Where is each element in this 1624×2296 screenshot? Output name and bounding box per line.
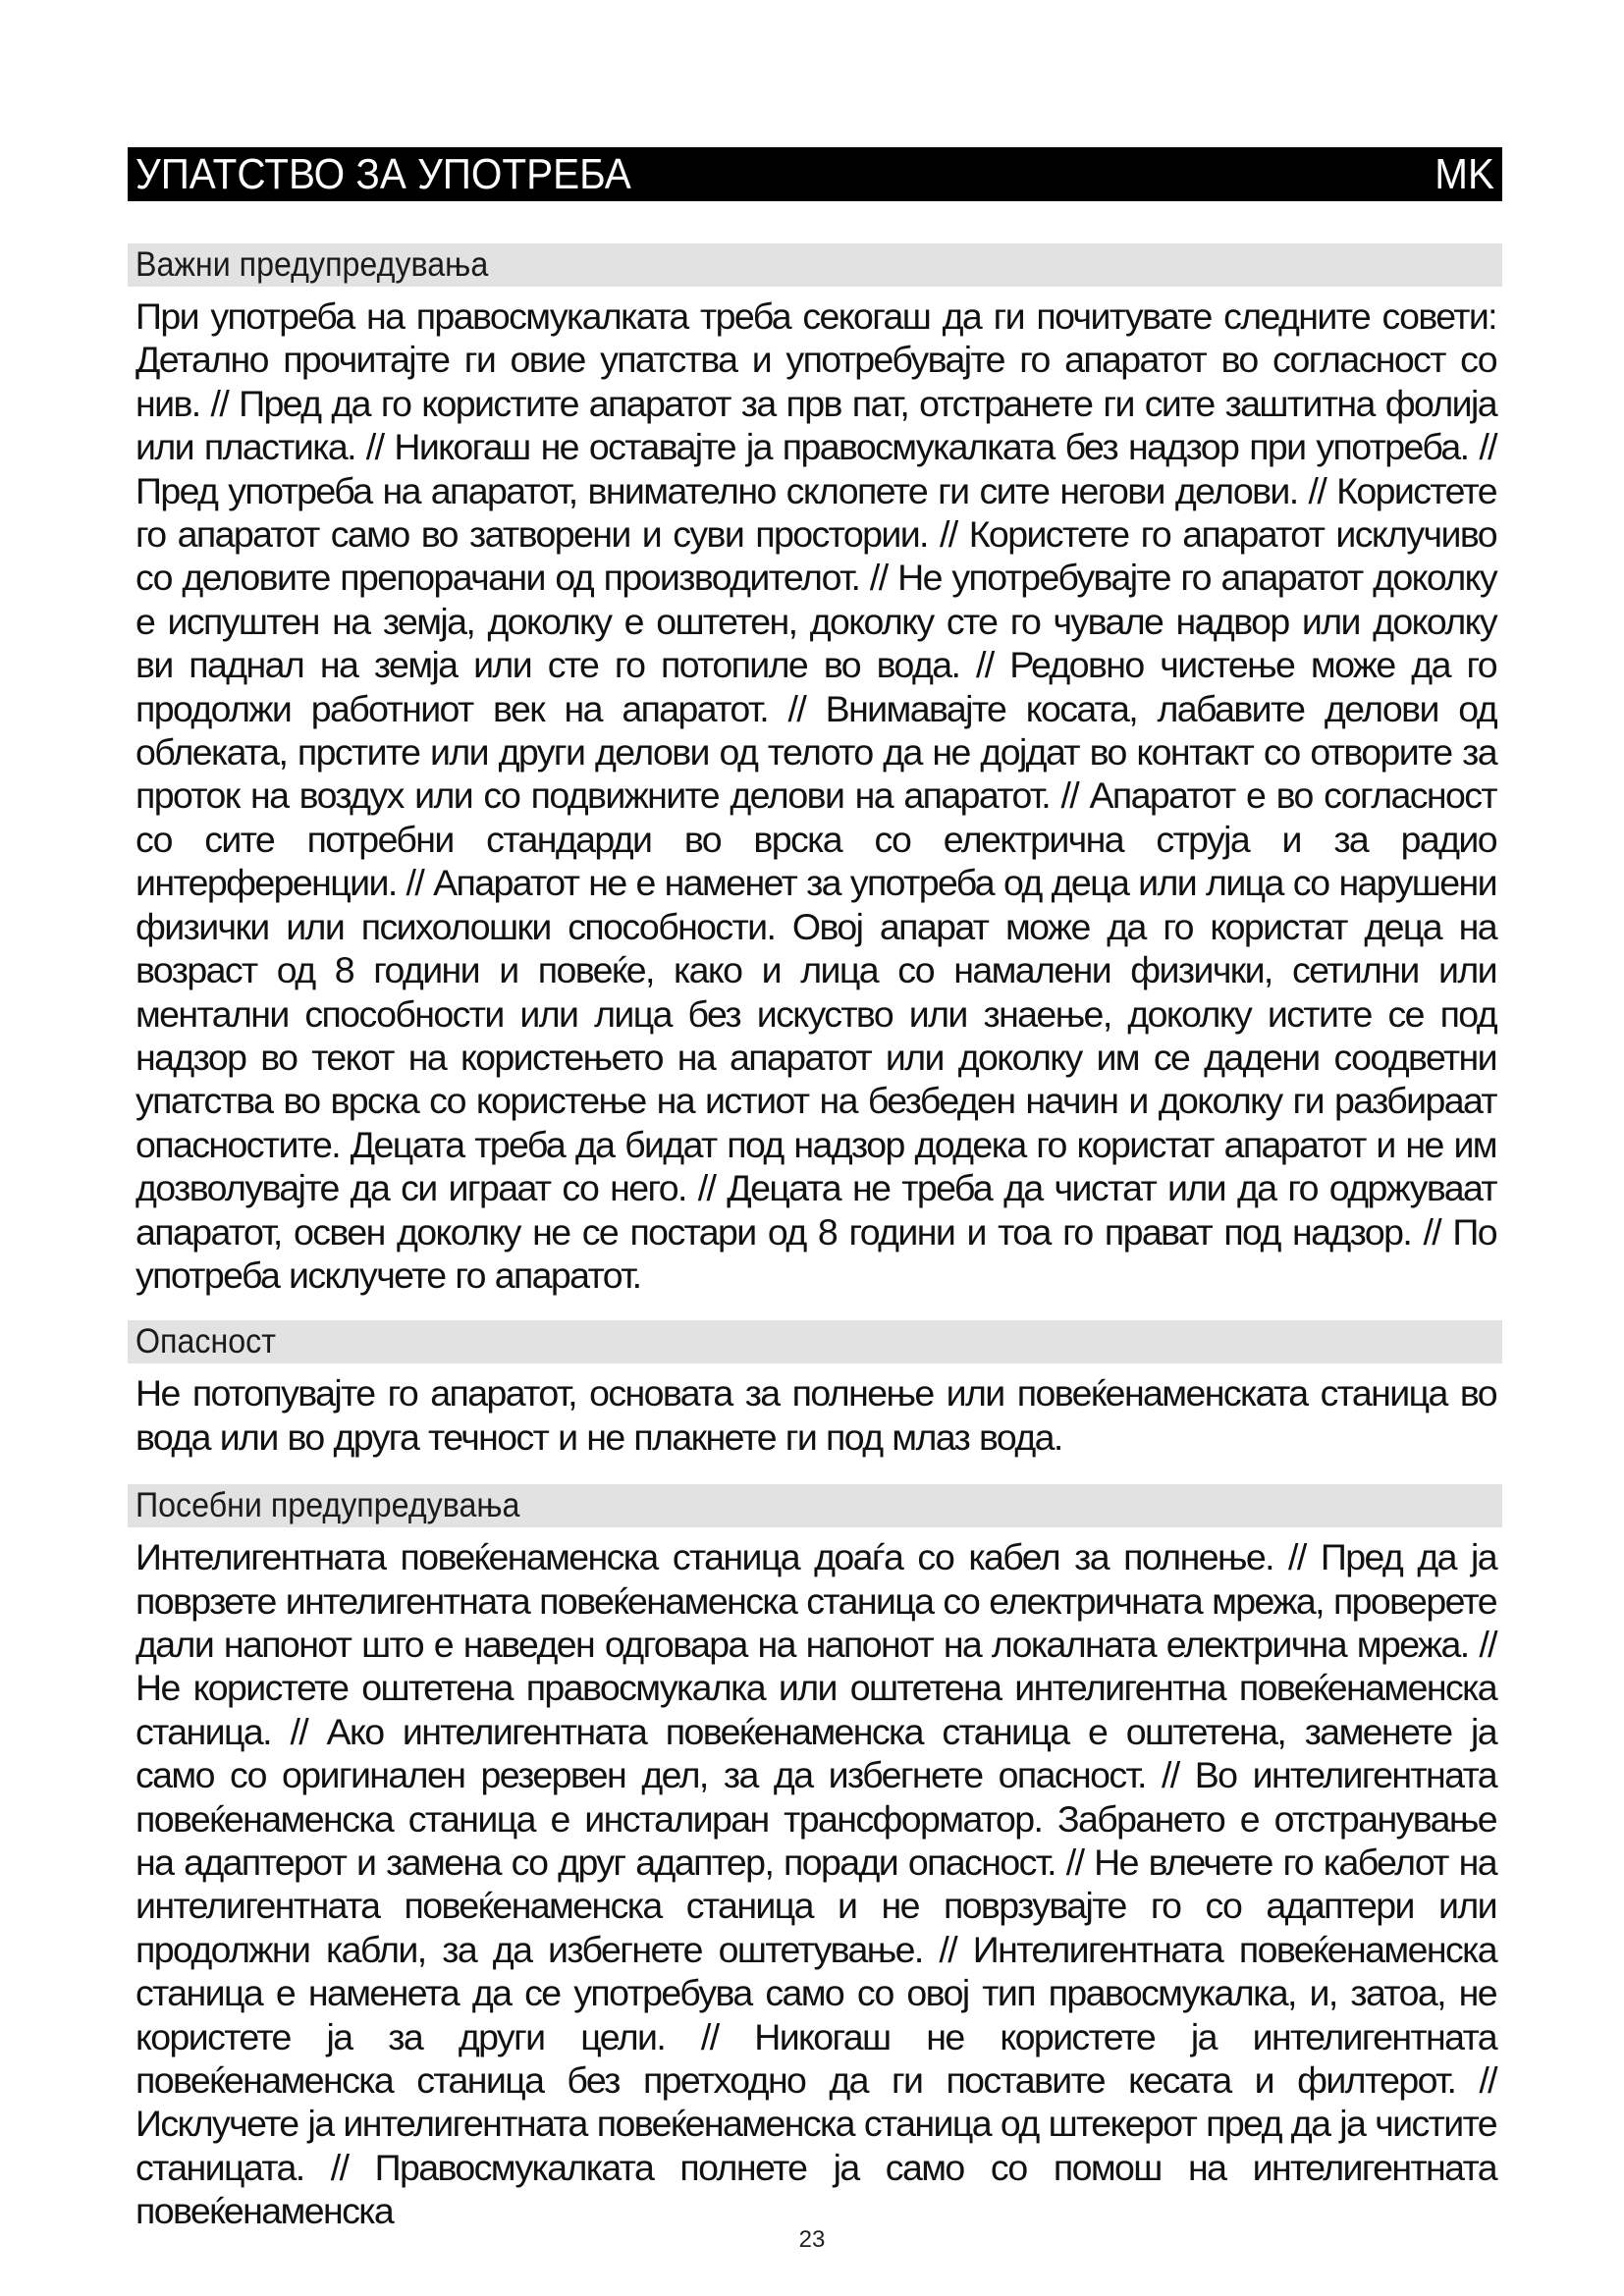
section-heading-text: Опасност	[135, 1322, 277, 1362]
section-body-special-warnings: Интелигентната повеќенаменска станица доаѓа со кабел за полнење. // Пред да ја поврзете интелигентната повеќенаменска станица со електричната мрежа, проверете дали напонот што е наведен одговара на напонот на локалната електрична мрежа. // Не користете оштетена правосмукалка или оштетена интелигентна повеќенаменска станица. // Ако интелигентната повеќенаменска станица е оштетена, заменете ја само со оригинален резервен дел, за да избегнете опасност. // Во интелигентната повеќенаменска станица е инсталиран трансформатор. Забрането е отстранување на адаптерот и замена со друг адаптер, поради опасност. // Не влечете го кабелот на интелигентната повеќенаменска станица и не поврзувајте го со адаптери или продолжни кабли, за да избегнете оштетување. // Интелигентната повеќенаменска станица е наменета да се употребува само со овој тип правосмукалка, и, затоа, не користете ја за други цели. // Никогаш не користете ја интелигентната повеќенаменска станица без претходно да ги поставите кесата и филтерот. // Исклучете ја интелигентната повеќенаменска станица од штекерот пред да ја чистите станицата. // Правосмукалката полнете ја само со помош на интелигентната повеќенаменска	[135, 1536, 1496, 2232]
title-bar	[128, 147, 1502, 201]
section-heading-text: Посебни предупредувања	[135, 1486, 520, 1525]
section-heading-danger	[128, 1320, 1502, 1363]
language-code: MK	[1435, 149, 1494, 198]
section-heading-special-warnings	[128, 1484, 1502, 1527]
document-page	[128, 147, 1502, 2233]
section-heading-important-warnings	[128, 243, 1502, 287]
page-number: 23	[798, 2226, 826, 2253]
section-heading-text: Важни предупредувања	[135, 245, 489, 284]
section-body-important-warnings: При употреба на правосмукалката треба секогаш да ги почитувате следните совети: Детално прочитајте ги овие упатства и употребувајте го апаратот во согласност со нив. // Пред да го користите апаратот за прв пат, отстранете ги сите заштитна фолија или пластика. // Никогаш не оставајте ја правосмукалката без надзор при употреба. // Пред употреба на апаратот, внимателно склопете ги сите негови делови. // Користете го апаратот само во затворени и суви простории. // Користете го апаратот исклучиво со деловите препорачани од производителот. // Не употребувајте го апаратот доколку е испуштен на земја, доколку е оштетен, доколку сте го чувале надвор или доколку ви паднал на земја или сте го потопиле во вода. // Редовно чистење може да го продолжи работниот век на апаратот. // Внимавајте косата, лабавите делови од облеката, прстите или други делови од телото да не дојдат во контакт со отворите за проток на воздух или со подвижните делови на апаратот. // Апаратот е во согласност со сите потребни стандарди во врска со електрична струја и за радио интерференции. // Апаратот не е наменет за употреба од деца или лица со нарушени физички или психолошки способности. Овој апарат може да го користат деца на возраст од 8 години и повеќе, како и лица со намалени физички, сетилни или ментални способности или лица без искуство или знаење, доколку истите се под надзор во текот на користењето на апаратот или доколку им се дадени соодветни упатства во врска со користење на истиот на безбеден начин и доколку ги разбираат опасностите. Децата треба да бидат под надзор додека го користат апаратот и не им дозволувајте да си играат со него. // Децата не треба да чистат или да го одржуваат апаратот, освен доколку не се постари од 8 години и тоа го прават под надзор. // По употреба исклучете го апаратот.	[135, 295, 1496, 1296]
document-title: УПАТСТВО ЗА УПОТРЕБА	[135, 149, 631, 198]
section-body-danger: Не потопувајте го апаратот, основата за полнење или повеќенаменската станица во вода или во друга течност и не плакнете ги под млаз вода.	[135, 1372, 1496, 1458]
